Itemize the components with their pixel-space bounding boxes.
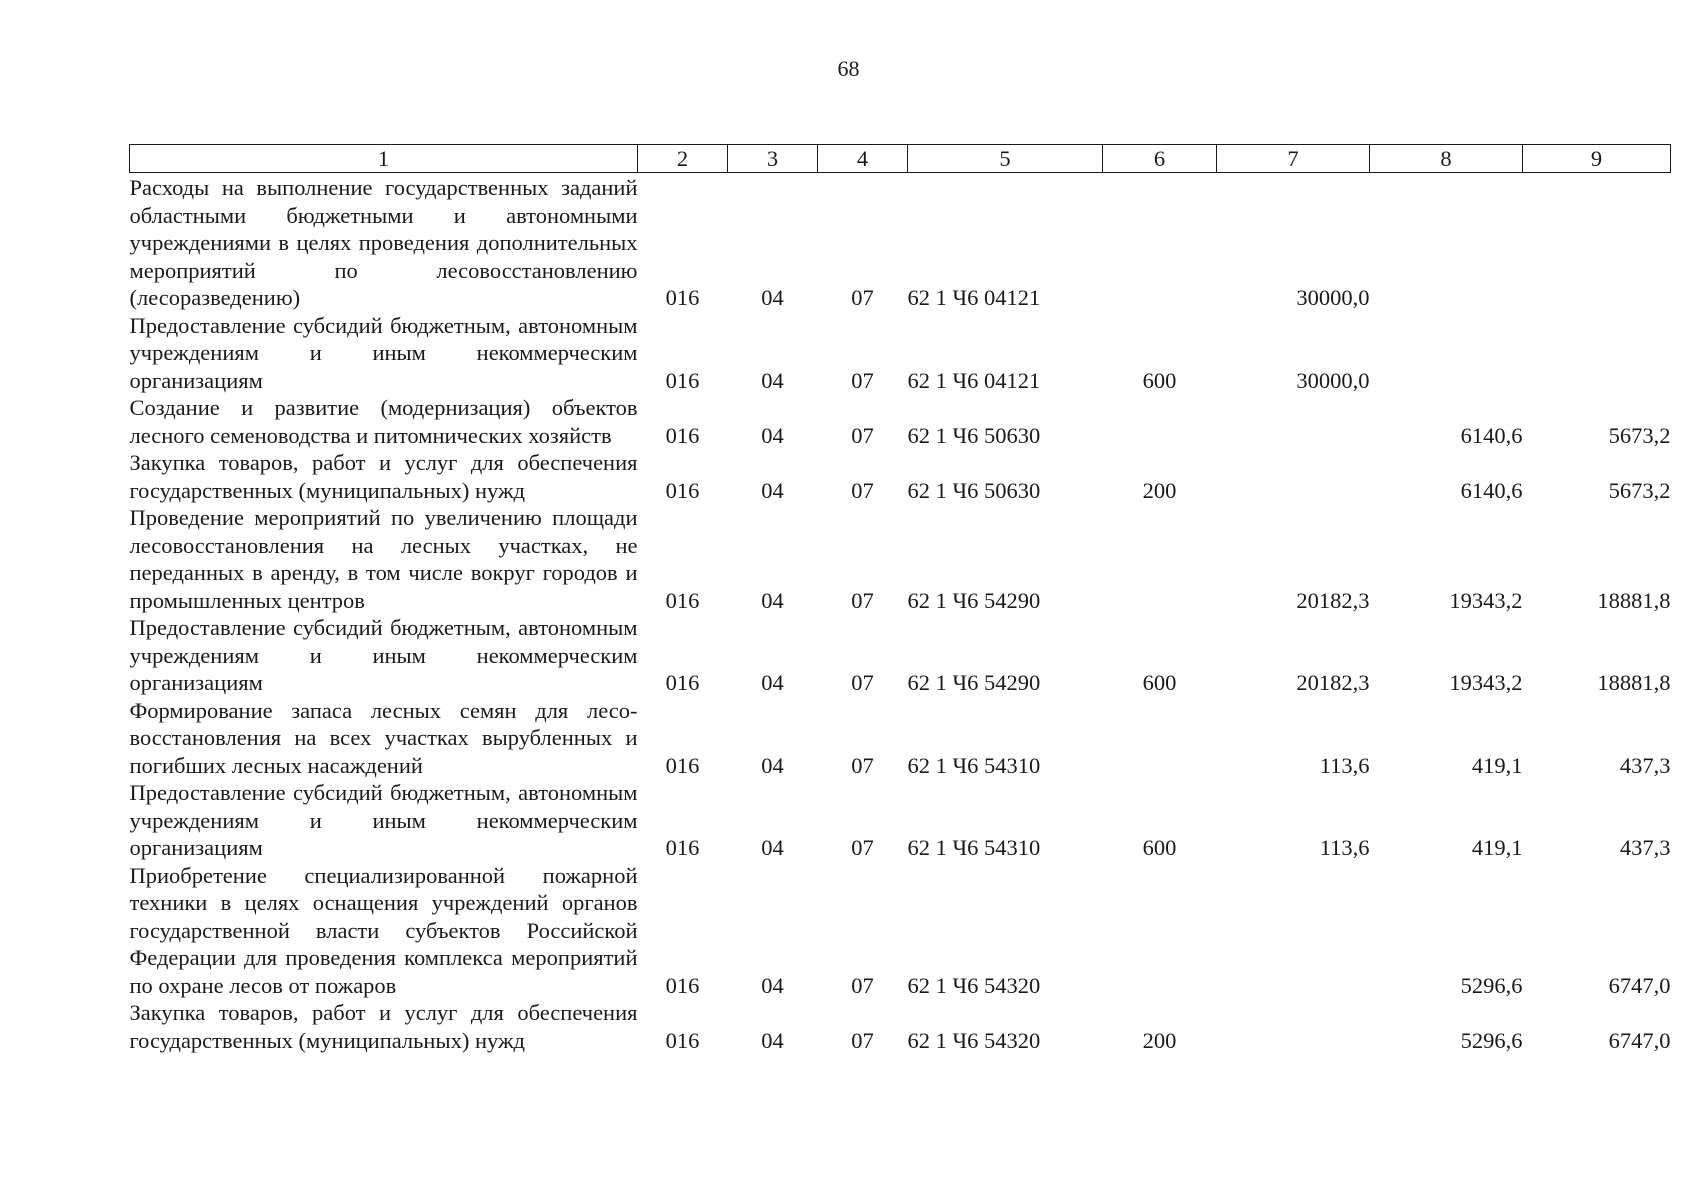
column-header-1: 1 [130, 145, 638, 173]
row-value-col7: 20182,3 [1296, 670, 1370, 695]
row-value-col7: 113,6 [1319, 752, 1370, 778]
row-vr-code: 600 [1142, 835, 1177, 860]
row-rz-code: 04 [761, 422, 784, 448]
row-rz-code: 04 [761, 1027, 784, 1053]
row-value-col9: 5673,2 [1608, 477, 1671, 503]
row-vr-code [1103, 173, 1217, 312]
table-row [130, 394, 1671, 449]
row-pr-code: 07 [851, 422, 874, 448]
table-row [130, 999, 1671, 1054]
budget-table [129, 144, 1671, 1054]
row-gr-code: 016 [665, 835, 700, 860]
table-row [130, 449, 1671, 504]
row-description: Предоставление субсидий бюджетным, автономным учреждениям и иным некоммерческим организациям [129, 615, 638, 695]
row-rz-code: 04 [761, 972, 784, 998]
row-csr-code: 62 1 Ч6 54290 [907, 587, 1041, 613]
table-row [130, 173, 1671, 312]
row-csr-code: 62 1 Ч6 04121 [907, 367, 1041, 393]
row-value-col9: 6747,0 [1608, 1027, 1671, 1053]
row-pr-code: 07 [851, 587, 874, 613]
row-vr-code [1103, 504, 1217, 614]
table-row [130, 862, 1671, 1000]
row-vr-code [1103, 394, 1217, 449]
row-value-col8: 6140,6 [1460, 477, 1523, 503]
row-vr-code: 200 [1142, 1027, 1177, 1053]
row-value-col7 [1217, 394, 1370, 449]
row-csr-code: 62 1 Ч6 54310 [907, 752, 1041, 778]
column-header-6: 6 [1103, 145, 1217, 173]
row-value-col7 [1217, 862, 1370, 1000]
row-pr-code: 07 [851, 367, 874, 393]
row-csr-code: 62 1 Ч6 04121 [907, 285, 1041, 310]
row-vr-code: 200 [1142, 477, 1177, 503]
row-rz-code: 04 [761, 835, 784, 860]
row-value-col9: 6747,0 [1608, 972, 1671, 998]
row-vr-code [1103, 697, 1217, 780]
row-rz-code: 04 [761, 477, 784, 503]
column-header-9: 9 [1523, 145, 1671, 173]
row-pr-code: 07 [851, 477, 874, 503]
column-header-4: 4 [818, 145, 908, 173]
page-number: 68 [837, 56, 860, 81]
row-pr-code: 07 [851, 835, 874, 860]
row-value-col9: 437,3 [1619, 835, 1671, 860]
row-description: Создание и развитие (модернизация) объектов лесного семеноводства и питомнических хозяйств [129, 395, 638, 448]
row-value-col7: 113,6 [1319, 835, 1370, 860]
row-gr-code: 016 [665, 972, 700, 998]
column-header-5: 5 [908, 145, 1103, 173]
row-gr-code: 016 [665, 670, 700, 695]
table-row [130, 312, 1671, 395]
row-value-col9 [1523, 173, 1671, 312]
row-value-col7 [1217, 999, 1370, 1054]
row-value-col7: 30000,0 [1296, 367, 1370, 393]
row-description: Предоставление субсидий бюджетным, автономным учреждениям и иным некоммерческим организациям [129, 312, 638, 393]
row-value-col7 [1217, 449, 1370, 504]
column-header-7: 7 [1217, 145, 1370, 173]
row-value-col8: 5296,6 [1460, 972, 1523, 998]
row-csr-code: 62 1 Ч6 54320 [907, 972, 1041, 998]
row-value-col9: 437,3 [1619, 752, 1671, 778]
row-csr-code: 62 1 Ч6 50630 [907, 477, 1041, 503]
row-csr-code: 62 1 Ч6 50630 [907, 422, 1041, 448]
row-pr-code: 07 [851, 972, 874, 998]
row-description: Приобретение специализированной пожарной техники в целях оснащения учреждений органов государственной власти субъектов Российской Федерации для проведения комплекса мероприятий по охране лесов от пожаров [129, 862, 638, 998]
row-pr-code: 07 [851, 752, 874, 778]
row-description: Закупка товаров, работ и услуг для обеспечения государственных (муниципальных) нужд [129, 1000, 638, 1053]
row-description: Формирование запаса лесных семян для лесовосстановления на всех участках вырубленных и погибших лесных насаждений [129, 697, 638, 778]
row-value-col8: 19343,2 [1449, 670, 1523, 695]
row-gr-code: 016 [665, 477, 700, 503]
row-value-col8: 419,1 [1471, 835, 1523, 860]
row-gr-code: 016 [665, 367, 700, 393]
column-header-2: 2 [638, 145, 728, 173]
row-rz-code: 04 [761, 752, 784, 778]
row-rz-code: 04 [761, 367, 784, 393]
row-vr-code: 600 [1142, 670, 1177, 695]
row-value-col8: 6140,6 [1460, 422, 1523, 448]
row-rz-code: 04 [761, 670, 784, 695]
row-csr-code: 62 1 Ч6 54320 [907, 1027, 1041, 1053]
table-row [130, 779, 1671, 862]
row-description: Закупка товаров, работ и услуг для обеспечения государственных (муниципальных) нужд [129, 450, 638, 503]
row-rz-code: 04 [761, 587, 784, 613]
row-value-col9: 5673,2 [1608, 422, 1671, 448]
row-value-col7: 30000,0 [1296, 285, 1370, 310]
row-value-col8: 5296,6 [1460, 1027, 1523, 1053]
row-gr-code: 016 [665, 1027, 700, 1053]
row-value-col9: 18881,8 [1597, 587, 1671, 613]
table-row [130, 614, 1671, 697]
row-description: Проведение мероприятий по увеличению площади лесовосстановления на лесных участках, не переданных в аренду, в том числе вокруг городов и промышленных центров [129, 505, 638, 613]
row-vr-code: 600 [1142, 367, 1177, 393]
row-vr-code [1103, 862, 1217, 1000]
column-number-header [130, 145, 1671, 173]
row-value-col7: 20182,3 [1296, 587, 1370, 613]
row-csr-code: 62 1 Ч6 54290 [907, 670, 1041, 695]
row-gr-code: 016 [665, 285, 700, 310]
row-value-col9 [1523, 312, 1671, 395]
table-row [130, 697, 1671, 780]
row-value-col8: 19343,2 [1449, 587, 1523, 613]
row-value-col9: 18881,8 [1597, 670, 1671, 695]
row-description: Расходы на выполнение государственных заданий областными бюджетными и автономными учреждениями в целях проведения дополнительных мероприятий по лесовосстановлению (лесоразведению) [129, 175, 638, 310]
row-value-col8 [1370, 173, 1523, 312]
row-gr-code: 016 [665, 587, 700, 613]
row-pr-code: 07 [851, 670, 874, 695]
row-pr-code: 07 [851, 285, 874, 310]
row-gr-code: 016 [665, 752, 700, 778]
row-value-col8 [1370, 312, 1523, 395]
row-gr-code: 016 [665, 422, 700, 448]
row-description: Предоставление субсидий бюджетным, автономным учреждениям и иным некоммерческим организациям [129, 780, 638, 860]
column-header-8: 8 [1370, 145, 1523, 173]
row-csr-code: 62 1 Ч6 54310 [907, 835, 1041, 860]
row-pr-code: 07 [851, 1027, 874, 1053]
row-rz-code: 04 [761, 285, 784, 310]
column-header-3: 3 [728, 145, 818, 173]
row-value-col8: 419,1 [1471, 752, 1523, 778]
table-row [130, 504, 1671, 614]
